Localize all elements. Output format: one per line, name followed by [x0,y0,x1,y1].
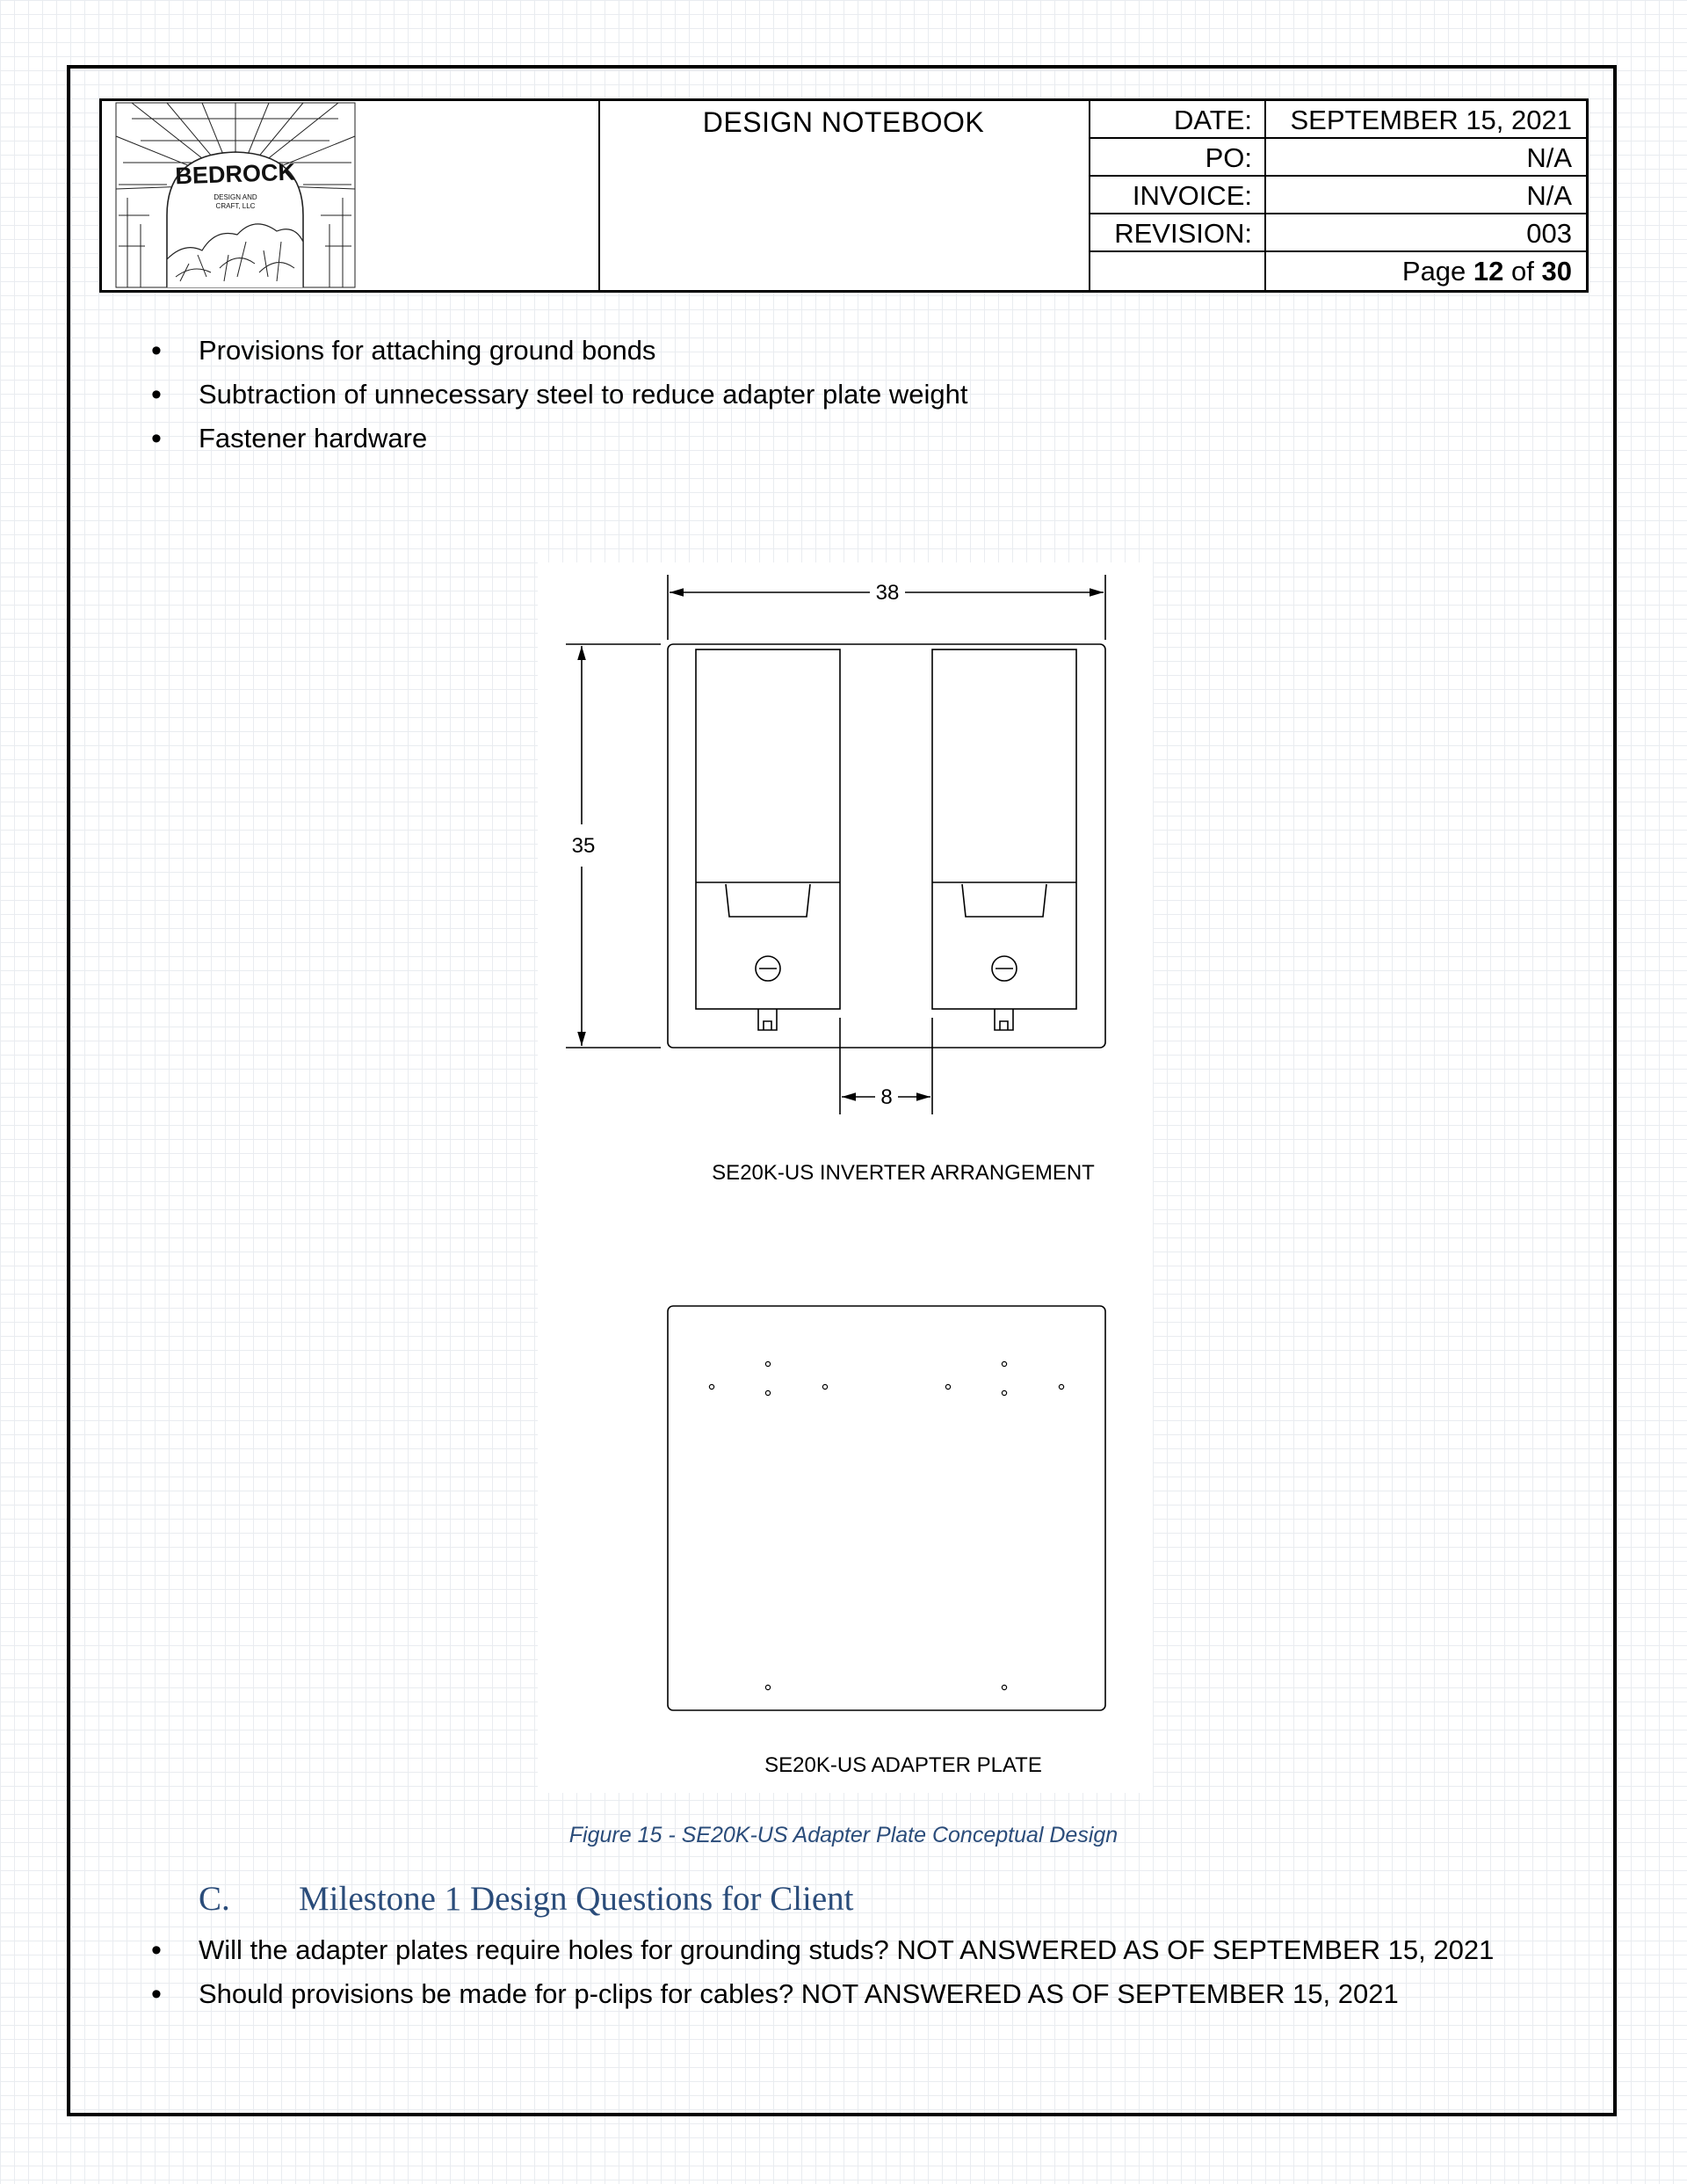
plate-label: SE20K-US ADAPTER PLATE [764,1753,1042,1777]
header-info-table [1089,101,1586,290]
row-revision [1089,214,1586,252]
page-total: 30 [1541,256,1572,287]
logo-wordmark [175,159,296,190]
title-block [99,98,1589,293]
list-item: • Should provisions be made for p-clips for cables? NOT ANSWERED AS OF SEPTEMBER 15, 2021 [114,1972,1494,2016]
section-heading [199,1879,854,1919]
revision-key: REVISION: [1089,214,1266,250]
notebook-cell [598,101,1090,290]
invoice-key: INVOICE: [1089,177,1266,213]
figure-caption: Figure 15 - SE20K-US Adapter Plate Conceptual Design [568,1823,1119,1847]
list-item: • Provisions for attaching ground bonds [114,329,967,373]
dim-gap-label: 8 [880,1085,893,1109]
logo-wordmark-text: BEDROCK [174,158,296,190]
date-value: SEPTEMBER 15, 2021 [1290,105,1572,135]
page-number [1266,252,1586,290]
date-key: DATE: [1089,101,1266,137]
revision-value: 003 [1526,218,1572,249]
section-number: C. [199,1880,230,1918]
list-item: • Will the adapter plates require holes for grounding studs? NOT ANSWERED AS OF SEPTEMBER 15, 2021 [114,1928,1494,1972]
figure-panel [538,562,1153,1793]
notebook-title: DESIGN NOTEBOOK [702,106,985,138]
page-current: 12 [1473,256,1504,287]
list-item: • Subtraction of unnecessary steel to reduce adapter plate weight [114,373,967,417]
page-prefix: Page [1401,256,1466,287]
po-value: N/A [1526,142,1572,173]
page-key-empty [1089,252,1266,290]
row-invoice [1089,177,1586,214]
list-item: • Fastener hardware [114,417,967,461]
row-page [1089,252,1586,290]
arrangement-label: SE20K-US INVERTER ARRANGEMENT [712,1161,1095,1185]
section-title: Milestone 1 Design Questions for Client [299,1880,854,1918]
po-key: PO: [1089,139,1266,175]
logo-tagline-2: CRAFT, LLC [215,202,256,210]
row-po [1089,139,1586,177]
page-of: of [1511,256,1534,287]
row-date [1089,101,1586,139]
bullet-list-top [114,329,967,461]
invoice-value: N/A [1526,180,1572,211]
dim-width-label: 38 [875,581,900,605]
dim-height-label: 35 [571,834,596,858]
bullet-list-bottom [114,1928,1494,2016]
logo-tagline-1: DESIGN AND [214,193,257,201]
company-logo [102,101,600,290]
